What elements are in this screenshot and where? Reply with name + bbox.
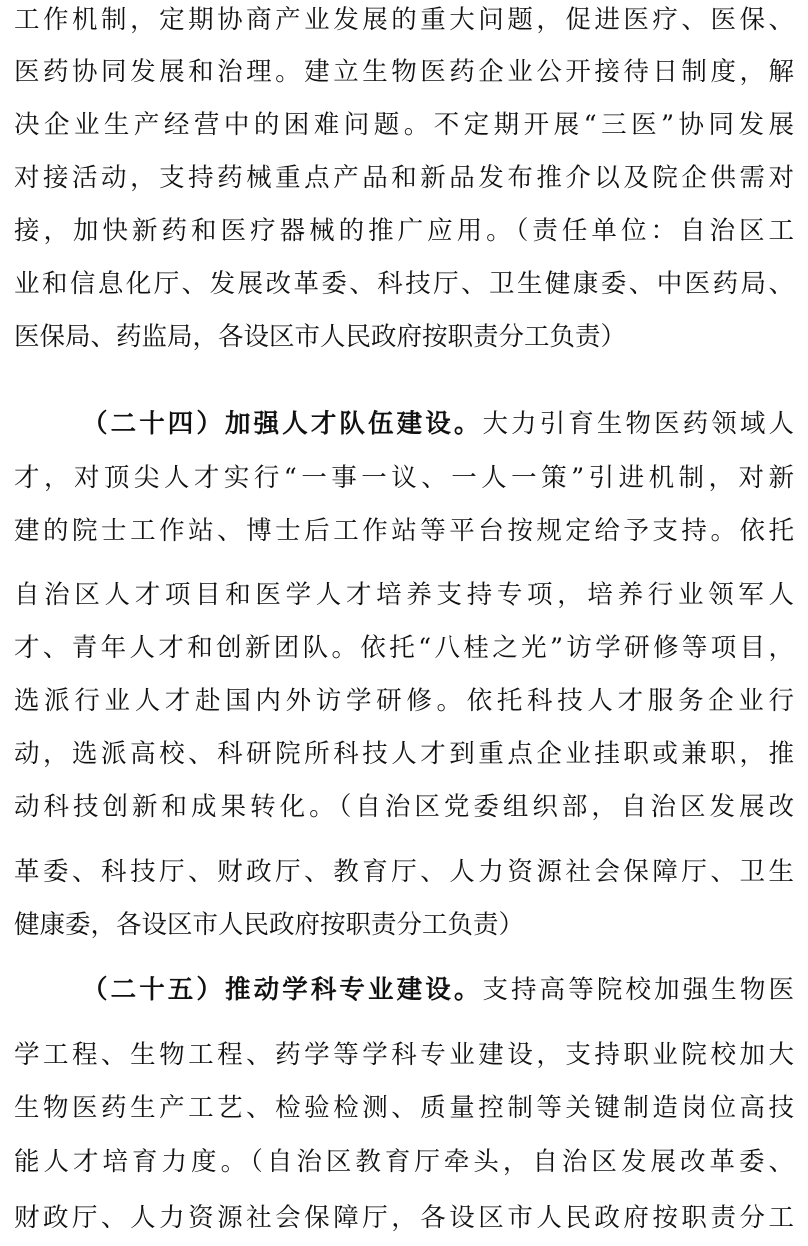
line-text: 接，加快新药和医疗器械的推广应用。（责任单位：自治区工 [14, 216, 794, 246]
line-text: 医保局、药监局，各设区市人民政府按职责分工负责） [14, 322, 627, 352]
line-text: 决企业生产经营中的困难问题。不定期开展“三医”协同发展 [14, 110, 794, 140]
paragraph-line-10 [14, 511, 794, 551]
paragraph-line-12 [14, 628, 794, 668]
line-text: 才、青年人才和创新团队。依托“八桂之光”访学研修等项目， [14, 633, 794, 663]
line-text: 支持高等院校加强生物医 [482, 975, 794, 1005]
line-text: 自治区人才项目和医学人才培养支持专项，培养行业领军人 [14, 580, 794, 610]
section-heading-24 [82, 404, 794, 444]
line-text: 选派行业人才赴国内外访学研修。依托科技人才服务企业行 [14, 686, 794, 716]
line-text: 生物医药生产工艺、检验检测、质量控制等关键制造岗位高技 [14, 1093, 794, 1123]
line-text: 医药协同发展和治理。建立生物医药企业公开接待日制度，解 [14, 57, 794, 87]
paragraph-line-11 [14, 575, 794, 615]
section-heading-25 [82, 970, 794, 1010]
line-text: 动，选派高校、科研院所科技人才到重点企业挂职或兼职，推 [14, 739, 794, 769]
paragraph-line-17 [14, 905, 794, 945]
paragraph-line-5 [14, 211, 794, 251]
paragraph-line-9 [14, 458, 794, 498]
paragraph-line-21 [14, 1142, 794, 1182]
paragraph-line-4 [14, 158, 794, 198]
line-text: 才，对顶尖人才实行“一事一议、一人一策”引进机制，对新 [14, 463, 794, 493]
line-text: 建的院士工作站、博士后工作站等平台按规定给予支持。依托 [14, 516, 794, 546]
line-text: 对接活动，支持药械重点产品和新品发布推介以及院企供需对 [14, 163, 794, 193]
paragraph-line-7 [14, 317, 794, 357]
paragraph-line-6 [14, 264, 794, 304]
line-text: 革委、科技厅、财政厅、教育厅、人力资源社会保障厅、卫生 [14, 857, 794, 887]
paragraph-line-14 [14, 734, 794, 774]
line-text: 财政厅、人力资源社会保障厅，各设区市人民政府按职责分工 [14, 1203, 794, 1233]
line-text: 学工程、生物工程、药学等学科专业建设，支持职业院校加大 [14, 1040, 794, 1070]
paragraph-line-2 [14, 52, 794, 92]
line-text: 动科技创新和成果转化。（自治区党委组织部，自治区发展改 [14, 792, 794, 822]
paragraph-line-20 [14, 1088, 794, 1128]
paragraph-line-13 [14, 681, 794, 721]
paragraph-line-22 [14, 1198, 794, 1238]
paragraph-line-16 [14, 852, 794, 892]
section-title: （二十四）加强人才队伍建设。 [82, 409, 483, 439]
line-text: 业和信息化厅、发展改革委、科技厅、卫生健康委、中医药局、 [14, 269, 794, 299]
paragraph-line-19 [14, 1035, 794, 1075]
line-text: 大力引育生物医药领域人 [482, 409, 794, 439]
line-text: 健康委，各设区市人民政府按职责分工负责） [14, 910, 525, 940]
paragraph-line-1 [14, 0, 794, 40]
line-text: 工作机制，定期协商产业发展的重大问题，促进医疗、医保、 [14, 5, 794, 35]
paragraph-line-15 [14, 787, 794, 827]
line-text: 能人才培育力度。（自治区教育厅牵头，自治区发展改革委、 [14, 1147, 794, 1177]
paragraph-line-3 [14, 105, 794, 145]
section-title: （二十五）推动学科专业建设。 [82, 975, 483, 1005]
